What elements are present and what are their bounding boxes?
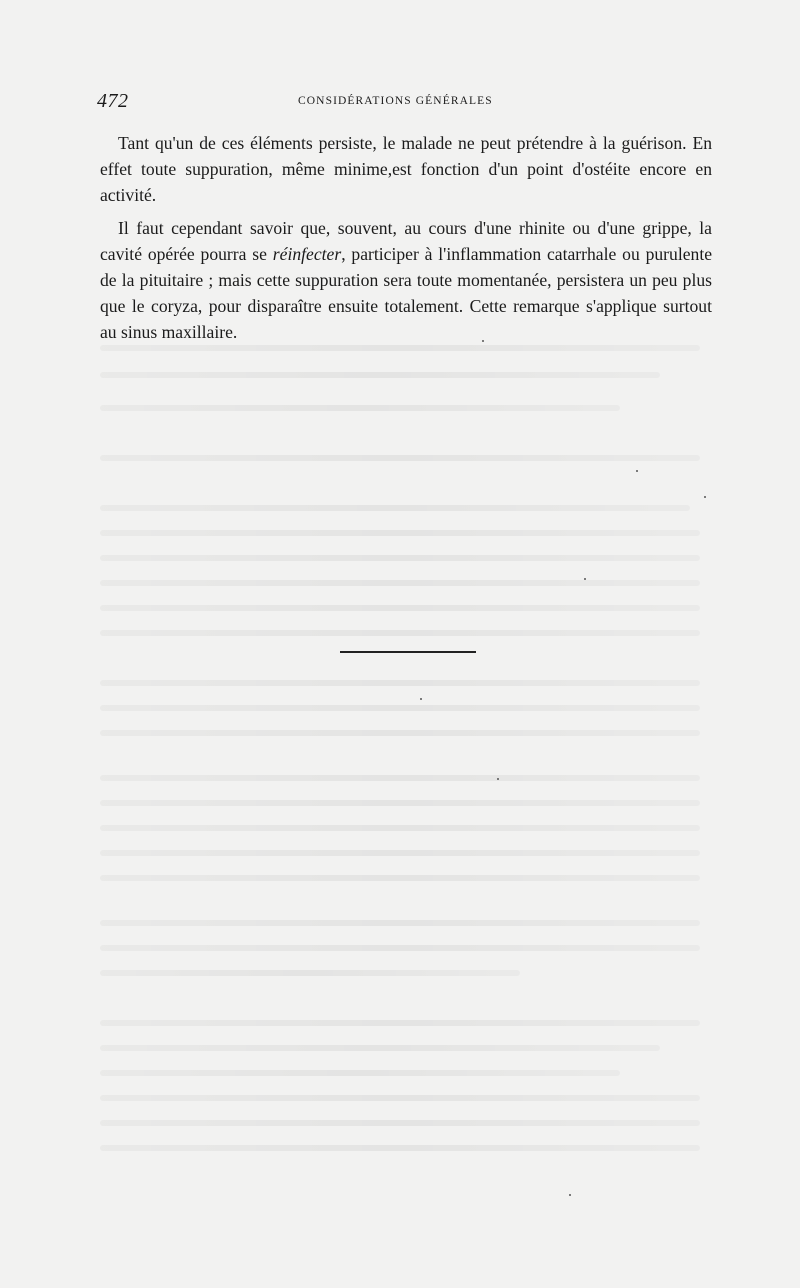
bleed-through-line	[100, 1020, 700, 1026]
bleed-through-line	[100, 1120, 700, 1126]
scan-speck	[704, 496, 706, 498]
bleed-through-line	[100, 345, 700, 351]
bleed-through-line	[100, 825, 700, 831]
bleed-through-line	[100, 850, 700, 856]
bleed-through-line	[100, 405, 620, 411]
scan-speck	[497, 778, 499, 780]
bleed-through-line	[100, 970, 520, 976]
bleed-through-line	[100, 875, 700, 881]
scan-speck	[569, 1194, 571, 1196]
bleed-through-line	[100, 800, 700, 806]
bleed-through-line	[100, 730, 700, 736]
bleed-through-line	[100, 1095, 700, 1101]
bleed-through-line	[100, 705, 700, 711]
paragraph-text: Il faut cependant savoir que, souvent, au cours d'une rhinite ou d'une grippe, la cavité opérée pourra se	[100, 217, 712, 264]
scan-speck	[420, 698, 422, 700]
bleed-through-line	[100, 945, 700, 951]
body-text	[100, 130, 712, 346]
bleed-through-line	[100, 580, 700, 586]
bleed-through-line	[100, 775, 700, 781]
bleed-through-line	[100, 920, 700, 926]
bleed-through-line	[100, 530, 700, 536]
running-head: CONSIDÉRATIONS GÉNÉRALES	[298, 95, 493, 107]
scan-speck	[636, 470, 638, 472]
bleed-through-line	[100, 680, 700, 686]
scan-speck	[584, 578, 586, 580]
italic-term: réinfecter	[272, 243, 342, 264]
bleed-through-line	[100, 555, 700, 561]
section-end-rule	[340, 651, 476, 653]
page-number: 472	[97, 90, 129, 112]
bleed-through-line	[100, 1145, 700, 1151]
bleed-through-line	[100, 1045, 660, 1051]
bleed-through-line	[100, 630, 700, 636]
scan-speck	[482, 340, 484, 342]
bleed-through-line	[100, 505, 690, 511]
bleed-through-line	[100, 1070, 620, 1076]
paragraph: Tant qu'un de ces éléments persiste, le malade ne peut prétendre à la guérison. En effet toute suppuration, même minime,est fonction d'un point d'ostéite encore en activité.	[100, 133, 712, 206]
bleed-through-line	[100, 455, 700, 461]
bleed-through-line	[100, 605, 700, 611]
paragraph	[100, 215, 712, 346]
bleed-through-line	[100, 372, 660, 378]
paragraph-text: , participer à l'inflammation catarrhale ou purulente de la pituitaire ; mais cette suppuration sera toute momentanée, persistera un peu plus que le coryza, pour disparaître ensuite totalement. Cette remarque s'applique surtout au sinus maxillaire.	[100, 243, 713, 343]
